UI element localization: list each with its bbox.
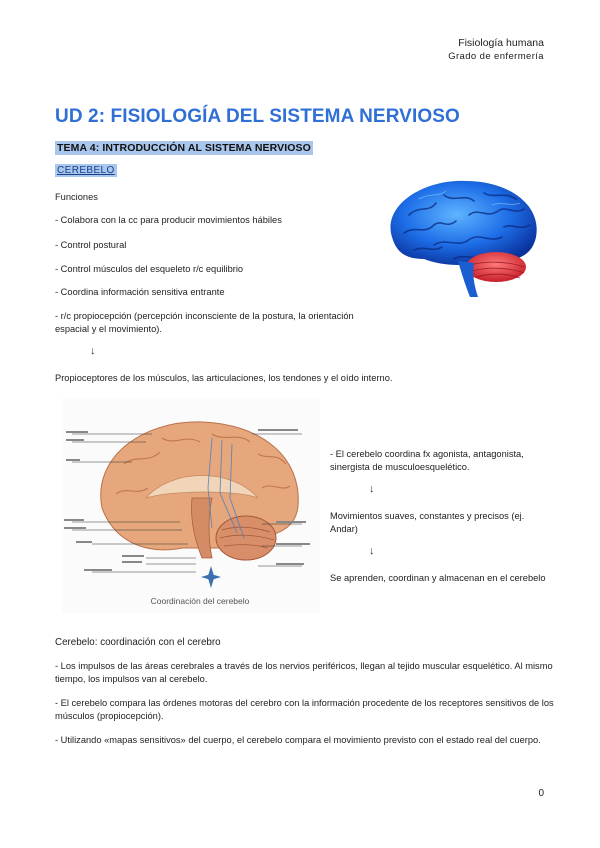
down-arrow: ↓ (369, 545, 375, 557)
function-item-continued: espacial y el movimiento). (55, 324, 162, 334)
functions-heading: Funciones (55, 192, 98, 202)
function-item: - Colabora con la cc para producir movimientos hábiles (55, 215, 282, 225)
figure-caption: Coordinación del cerebelo (150, 596, 250, 606)
topic-title: TEMA 4: INTRODUCCIÓN AL SISTEMA NERVIOSO (57, 142, 311, 154)
header-course: Fisiología humana (458, 37, 544, 49)
header-degree: Grado de enfermería (448, 51, 544, 62)
proprioceptors-text: Propioceptores de los músculos, las articulaciones, los tendones y el oído interno. (55, 373, 393, 383)
right-text-line: Andar) (330, 524, 358, 534)
page-number: 0 (538, 788, 544, 799)
unit-title: UD 2: FISIOLOGÍA DEL SISTEMA NERVIOSO (55, 106, 460, 127)
cerebellum-highlight (466, 252, 526, 282)
coordination-bullet-continued: tiempo, los impulsos van al cerebelo. (55, 674, 208, 684)
coordination-bullet-continued: músculos (propiocepción). (55, 711, 164, 721)
down-arrow: ↓ (90, 345, 96, 357)
function-item: - Control postural (55, 240, 127, 250)
right-text-line: sinergista de musculoesquelético. (330, 462, 470, 472)
down-arrow: ↓ (369, 483, 375, 495)
right-text-line: Se aprenden, coordinan y almacenan en el cerebelo (330, 573, 546, 583)
function-item: - Coordina información sensitiva entrante (55, 287, 225, 297)
function-item: - r/c propiocepción (percepción inconsciente de la postura, la orientación (55, 311, 354, 321)
section-heading: CEREBELO (57, 165, 115, 176)
coordination-bullet: - Los impulsos de las áreas cerebrales a través de los nervios periféricos, llegan al tejido muscular esquelético. Al mismo (55, 661, 553, 671)
right-text-line: Movimientos suaves, constantes y precisos (ej. (330, 511, 525, 521)
coordination-bullet: - El cerebelo compara las órdenes motoras del cerebro con la información procedente de los receptores sensitivos de los (55, 698, 554, 708)
coordination-heading: Cerebelo: coordinación con el cerebro (55, 637, 221, 648)
brain-illustration (374, 175, 546, 300)
cerebellum-coordination-diagram (62, 398, 320, 613)
function-item: - Control músculos del esqueleto r/c equilibrio (55, 264, 244, 274)
right-text-line: - El cerebelo coordina fx agonista, antagonista, (330, 449, 524, 459)
coordination-bullet: - Utilizando «mapas sensitivos» del cuerpo, el cerebelo compara el movimiento previsto con el estado real del cuerpo. (55, 735, 541, 745)
running-header (448, 36, 544, 64)
